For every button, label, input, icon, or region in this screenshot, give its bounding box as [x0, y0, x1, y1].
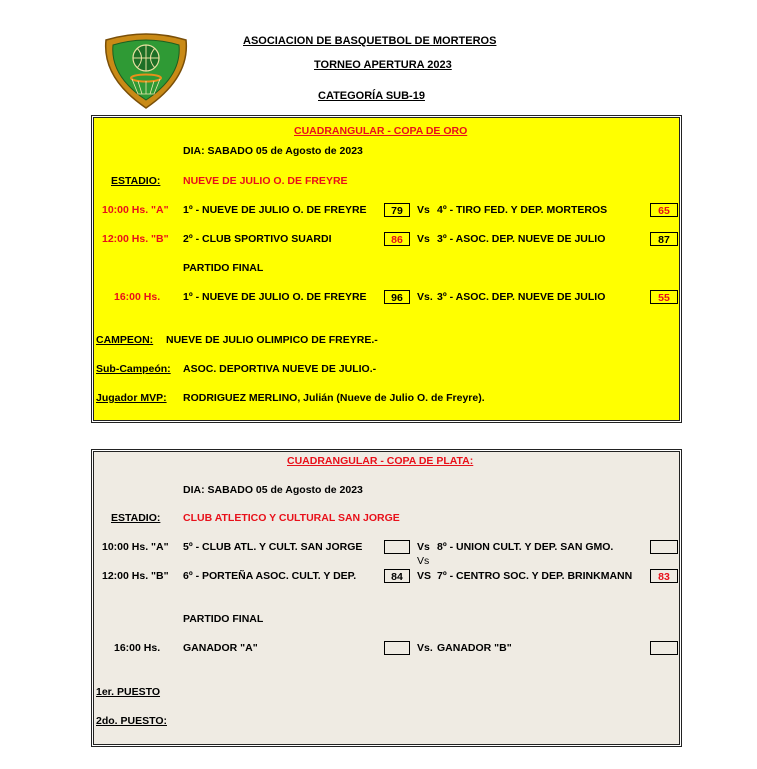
- silver-match1-time: 10:00 Hs. "A": [102, 541, 169, 553]
- silver-stadium: CLUB ATLETICO Y CULTURAL SAN JORGE: [183, 512, 400, 524]
- silver-match2-away-score: 83: [650, 569, 678, 583]
- gold-match1-home-score: 79: [384, 203, 410, 217]
- silver-match1-home: 5º - CLUB ATL. Y CULT. SAN JORGE: [183, 541, 363, 553]
- gold-match1-away: 4º - TIRO FED. Y DEP. MORTEROS: [437, 204, 608, 216]
- silver-match1-home-score: [384, 540, 410, 554]
- gold-match3-home: 1º - NUEVE DE JULIO O. DE FREYRE: [183, 291, 367, 303]
- subchampion-value: ASOC. DEPORTIVA NUEVE DE JULIO.-: [183, 363, 377, 375]
- champion-label: CAMPEON:: [96, 334, 154, 346]
- gold-match2-home-score: 86: [384, 232, 410, 246]
- gold-match2-vs: Vs: [417, 233, 430, 245]
- gold-final-label: PARTIDO FINAL: [183, 262, 264, 274]
- copa-de-plata-panel: [93, 451, 680, 745]
- tournament-title: TORNEO APERTURA 2023: [314, 59, 452, 71]
- gold-day: DIA: SABADO 05 de Agosto de 2023: [183, 145, 363, 157]
- first-place-label: 1er. PUESTO: [96, 686, 161, 698]
- silver-match2-away: 7º - CENTRO SOC. Y DEP. BRINKMANN: [437, 570, 633, 582]
- association-title: ASOCIACION DE BASQUETBOL DE MORTEROS: [243, 35, 497, 47]
- second-place-label: 2do. PUESTO:: [96, 715, 167, 727]
- subchampion-label: Sub-Campeón:: [96, 363, 171, 375]
- gold-match3-home-score: 96: [384, 290, 410, 304]
- silver-match2-vs: VS: [417, 570, 432, 582]
- gold-match3-time: 16:00 Hs.: [114, 291, 161, 303]
- silver-match2-home-score: 84: [384, 569, 410, 583]
- silver-match2-home: 6º - PORTEÑA ASOC. CULT. Y DEP.: [183, 570, 357, 582]
- gold-match3-away-score: 55: [650, 290, 678, 304]
- gold-match1-time: 10:00 Hs. "A": [102, 204, 169, 216]
- gold-match2-home: 2º - CLUB SPORTIVO SUARDI: [183, 233, 332, 245]
- silver-match2-time: 12:00 Hs. "B": [102, 570, 169, 582]
- gold-match1-away-score: 65: [650, 203, 678, 217]
- gold-match1-vs: Vs: [417, 204, 430, 216]
- silver-match1-vs: Vs: [417, 541, 430, 553]
- gold-match3-away: 3º - ASOC. DEP. NUEVE DE JULIO: [437, 291, 606, 303]
- silver-final-label: PARTIDO FINAL: [183, 613, 264, 625]
- silver-match3-time: 16:00 Hs.: [114, 642, 161, 654]
- copa-de-oro-panel: [93, 117, 680, 421]
- silver-match3-home-score: [384, 641, 410, 655]
- gold-match2-time: 12:00 Hs. "B": [102, 233, 169, 245]
- gold-match3-vs: Vs.: [417, 291, 433, 303]
- champion-value: NUEVE DE JULIO OLIMPICO DE FREYRE.-: [166, 334, 378, 346]
- gold-match2-away: 3º - ASOC. DEP. NUEVE DE JULIO: [437, 233, 606, 245]
- silver-match3-away: GANADOR "B": [437, 642, 512, 654]
- mvp-label: Jugador MVP:: [96, 392, 167, 404]
- silver-match3-vs: Vs.: [417, 642, 433, 654]
- silver-match3-away-score: [650, 641, 678, 655]
- category-title: CATEGORÍA SUB-19: [318, 90, 425, 102]
- mvp-value: RODRIGUEZ MERLINO, Julián (Nueve de Julio O. de Freyre).: [183, 392, 485, 404]
- gold-stadium-label: ESTADIO:: [111, 175, 161, 187]
- silver-vs-extra: Vs: [417, 555, 430, 567]
- gold-match2-away-score: 87: [650, 232, 678, 246]
- silver-match1-away-score: [650, 540, 678, 554]
- silver-title: CUADRANGULAR - COPA DE PLATA:: [287, 455, 474, 467]
- gold-stadium: NUEVE DE JULIO O. DE FREYRE: [183, 175, 348, 187]
- gold-match1-home: 1º - NUEVE DE JULIO O. DE FREYRE: [183, 204, 367, 216]
- silver-day: DIA: SABADO 05 de Agosto de 2023: [183, 484, 363, 496]
- gold-title: CUADRANGULAR - COPA DE ORO: [294, 125, 468, 137]
- silver-match3-home: GANADOR "A": [183, 642, 258, 654]
- silver-match1-away: 8º - UNION CULT. Y DEP. SAN GMO.: [437, 541, 614, 553]
- silver-stadium-label: ESTADIO:: [111, 512, 161, 524]
- association-logo: [100, 26, 192, 110]
